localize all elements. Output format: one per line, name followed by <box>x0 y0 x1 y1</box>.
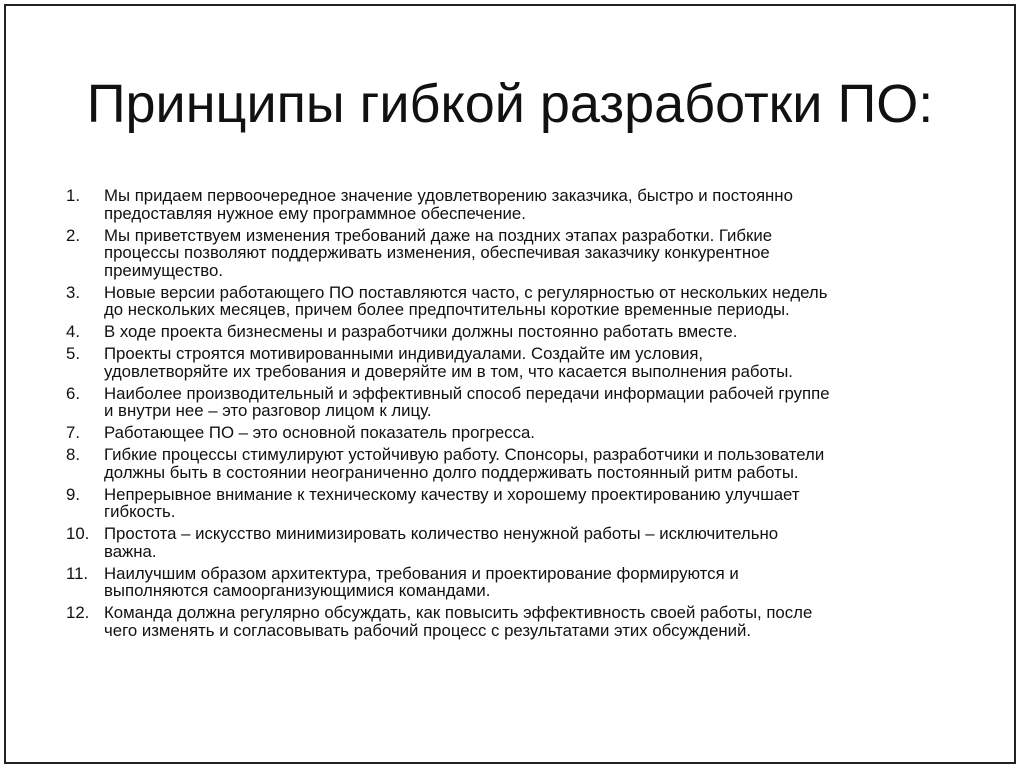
item-number: 9. <box>66 484 80 504</box>
list-item <box>66 323 986 341</box>
item-number: 3. <box>66 282 80 302</box>
list-item <box>66 345 986 380</box>
list-item <box>66 227 986 280</box>
item-text: Команда должна регулярно обсуждать, как повысить эффективность своей работы, после чего изменять и согласовывать рабочий процесс с результатами этих обсуждений. <box>104 603 813 640</box>
item-text: Наиболее производительный и эффективный способ передачи информации рабочей группе и внутри нее – это разговор лицом к лицу. <box>104 383 830 420</box>
item-number: 7. <box>66 423 80 442</box>
item-text: Новые версии работающего ПО поставляются часто, с регулярностью от нескольких недель до нескольких месяцев, причем более предпочтительны короткие временные периоды. <box>104 282 828 319</box>
list-item <box>66 385 986 420</box>
item-number: 12. <box>66 603 90 622</box>
slide-title: Принципы гибкой разработки ПО: <box>86 74 934 134</box>
principles-list <box>66 187 986 644</box>
list-item <box>66 446 986 481</box>
list-item <box>66 187 986 222</box>
list-item <box>66 525 986 560</box>
item-text: Работающее ПО – это основной показатель прогресса. <box>104 423 535 442</box>
item-number: 6. <box>66 383 80 403</box>
item-text: Гибкие процессы стимулируют устойчивую работу. Спонсоры, разработчики и пользователи должны быть в состоянии неограниченно долго поддерживать постоянный ритм работы. <box>104 445 825 482</box>
item-number: 5. <box>66 344 80 363</box>
item-number: 8. <box>66 445 80 464</box>
item-number: 2. <box>66 225 80 245</box>
item-text: Мы приветствуем изменения требований даже на поздних этапах разработки. Гибкие процессы позволяют поддерживать изменения, обеспечивая заказчику конкурентное преимущество. <box>104 225 773 280</box>
item-text: Проекты строятся мотивированными индивидуалами. Создайте им условия, удовлетворяйте их требования и доверяйте им в том, что касается выполнения работы. <box>104 344 793 381</box>
item-number: 4. <box>66 322 80 341</box>
item-text: Простота – искусство минимизировать количество ненужной работы – исключительно важна. <box>104 524 779 561</box>
list-item <box>66 424 986 442</box>
list-item <box>66 284 986 319</box>
list-item <box>66 486 986 521</box>
list-item <box>66 604 986 639</box>
list-item <box>66 565 986 600</box>
item-number: 1. <box>66 186 80 205</box>
slide <box>4 4 1016 764</box>
item-number: 11. <box>66 563 89 583</box>
item-text: Мы придаем первоочередное значение удовлетворению заказчика, быстро и постоянно предоставляя нужное ему программное обеспечение. <box>104 186 793 223</box>
item-text: Наилучшим образом архитектура, требования и проектирование формируются и выполняются самоорганизующимися командами. <box>104 563 739 600</box>
item-text: Непрерывное внимание к техническому качеству и хорошему проектированию улучшает гибкость. <box>104 484 800 521</box>
item-number: 10. <box>66 524 90 543</box>
item-text: В ходе проекта бизнесмены и разработчики должны постоянно работать вместе. <box>104 322 738 341</box>
